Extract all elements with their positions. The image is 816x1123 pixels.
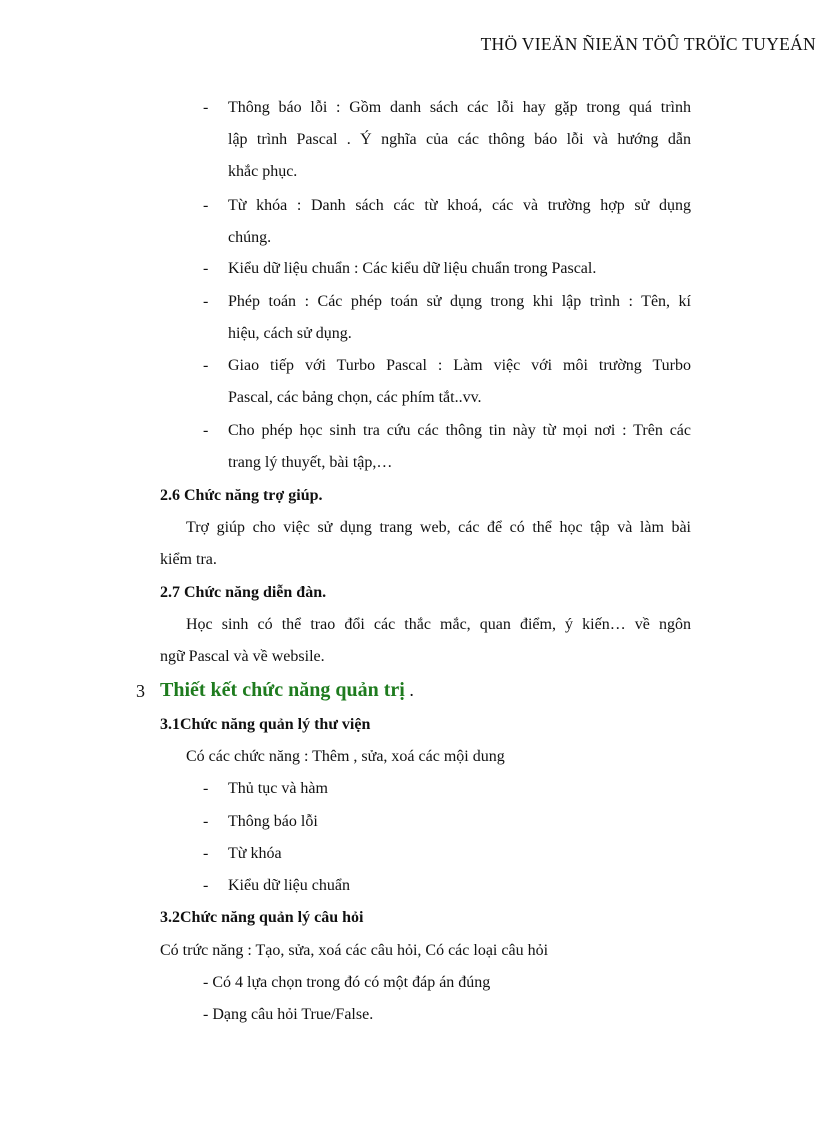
- section-heading: 3.1Chức năng quản lý thư viện: [160, 716, 371, 733]
- list-item-line: Giao tiếp với Turbo Pascal : Làm việc với môi trường Turbo: [228, 357, 691, 374]
- dash-marker: -: [203, 422, 209, 439]
- list-item-line: khắc phục.: [228, 163, 298, 180]
- chapter-title-text: Thiết kết chức năng quản trị: [160, 679, 405, 701]
- dash-marker: -: [203, 357, 209, 374]
- list-item: Kiểu dữ liệu chuẩn: [228, 877, 350, 894]
- list-item-line: Pascal, các bảng chọn, các phím tắt..vv.: [228, 389, 482, 406]
- paragraph-line: Có các chức năng : Thêm , sửa, xoá các mội dung: [186, 748, 505, 765]
- list-item: - Dạng câu hỏi True/False.: [203, 1006, 374, 1023]
- section-heading: 3.2Chức năng quản lý câu hỏi: [160, 909, 364, 926]
- dash-marker: -: [203, 877, 209, 894]
- chapter-title-suffix: .: [404, 680, 414, 700]
- dash-marker: -: [203, 293, 209, 310]
- dash-marker: -: [203, 813, 209, 830]
- dash-marker: -: [203, 197, 209, 214]
- dash-marker: -: [203, 260, 209, 277]
- list-item: Thông báo lỗi: [228, 813, 318, 830]
- chapter-title: [160, 678, 414, 704]
- list-item-line: hiệu, cách sử dụng.: [228, 325, 352, 342]
- list-item-line: Thông báo lỗi : Gồm danh sách các lỗi hay gặp trong quá trình: [228, 99, 691, 116]
- list-item: Thủ tục và hàm: [228, 780, 328, 797]
- list-item-line: Từ khóa : Danh sách các từ khoá, các và trường hợp sử dụng: [228, 197, 691, 214]
- list-item-line: Kiểu dữ liệu chuẩn : Các kiểu dữ liệu chuẩn trong Pascal.: [228, 260, 597, 277]
- chapter-number: 3: [136, 681, 145, 701]
- dash-marker: -: [203, 780, 209, 797]
- dash-marker: -: [203, 845, 209, 862]
- paragraph-line: ngữ Pascal và về websile.: [160, 648, 325, 665]
- dash-marker: -: [203, 99, 209, 116]
- list-item-line: chúng.: [228, 229, 272, 246]
- list-item-line: Cho phép học sinh tra cứu các thông tin này từ mọi nơi : Trên các: [228, 422, 691, 439]
- list-item-line: lập trình Pascal . Ý nghĩa của các thông báo lỗi và hướng dẫn: [228, 131, 691, 148]
- paragraph-line: Có trức năng : Tạo, sửa, xoá các câu hỏi, Có các loại câu hỏi: [160, 942, 549, 959]
- section-heading: 2.6 Chức năng trợ giúp.: [160, 487, 323, 504]
- page-header: THÖ VIEÄN ÑIEÄN TÖÛ TRÖÏC TUYEÁN: [480, 34, 816, 54]
- section-heading: 2.7 Chức năng diễn đàn.: [160, 584, 327, 601]
- paragraph-line: Học sinh có thể trao đổi các thắc mắc, quan điểm, ý kiến… về ngôn: [186, 616, 691, 633]
- paragraph-line: kiểm tra.: [160, 551, 217, 568]
- paragraph-line: Trợ giúp cho việc sử dụng trang web, các để có thể học tập và làm bài: [186, 519, 691, 536]
- list-item: Từ khóa: [228, 845, 282, 862]
- list-item-line: Phép toán : Các phép toán sử dụng trong khi lập trình : Tên, kí: [228, 293, 691, 310]
- list-item: - Có 4 lựa chọn trong đó có một đáp án đúng: [203, 974, 491, 991]
- list-item-line: trang lý thuyết, bài tập,…: [228, 454, 393, 471]
